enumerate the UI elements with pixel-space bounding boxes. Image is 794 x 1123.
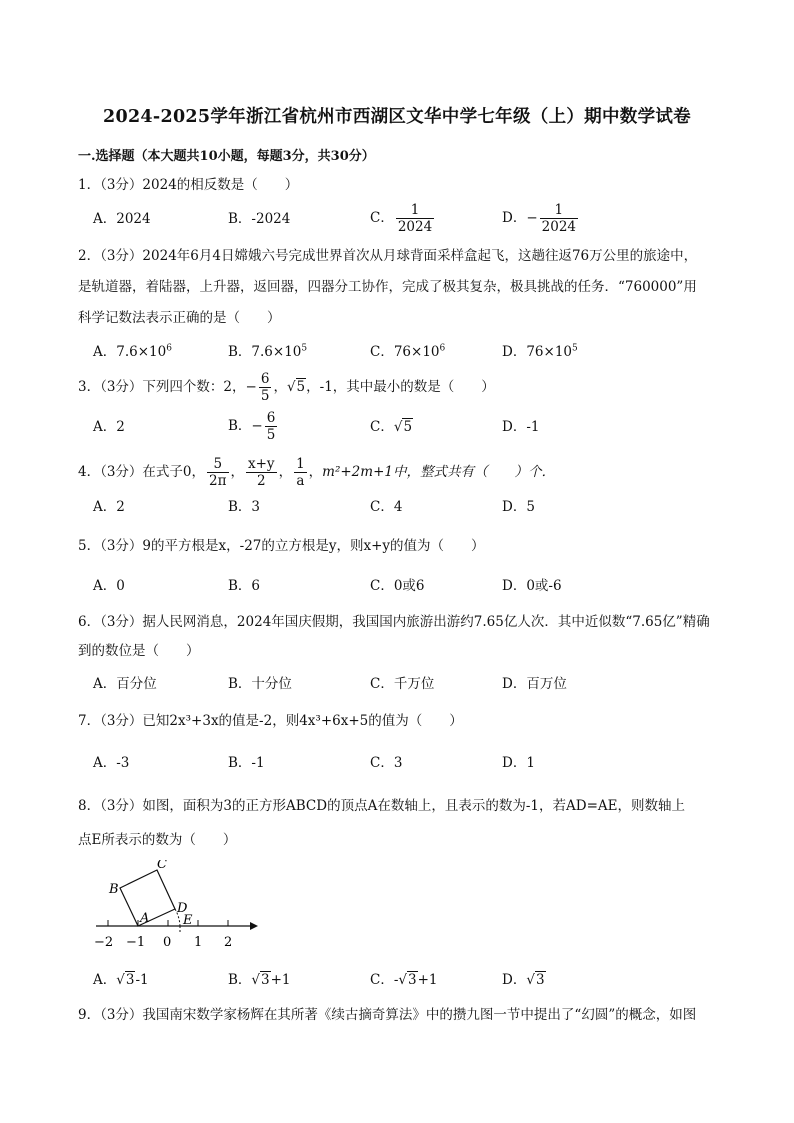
- q5-option-b: B．6: [228, 578, 261, 594]
- label-e: E: [183, 913, 193, 928]
- question-3-stem: 3．（3分）下列四个数：2，− $\frac{6}{5}$ ，√5，-1，其中最小的数是（ ）: [78, 371, 495, 404]
- tick-label-neg2: −2: [94, 935, 114, 950]
- q1-option-b: B．-2024: [228, 211, 291, 227]
- q4-option-c: C．4: [370, 499, 403, 515]
- q3-option-c: C．√5: [370, 419, 413, 435]
- question-2-line1: 2．（3分）2024年6月4日嫦娥六号完成世界首次从月球背面采样盒起飞，这趟往返76万公里的旅途中，: [78, 248, 698, 264]
- q1-option-a: A．2024: [93, 211, 151, 227]
- q5-option-d: D．0或-6: [502, 578, 562, 594]
- q7-option-c: C．3: [370, 755, 403, 771]
- tick-label-1: 1: [194, 935, 203, 950]
- q7-option-a: A．-3: [93, 755, 130, 771]
- q3-option-b: B．− $\frac{6}{5}$: [228, 410, 276, 443]
- q6-option-a: A．百分位: [93, 676, 157, 692]
- q8-option-b: B．√3+1: [228, 972, 291, 988]
- question-1-stem: 1．（3分）2024的相反数是（ ）: [78, 177, 299, 193]
- q1-option-d: D．− $\frac{1}{2024}$: [502, 202, 576, 235]
- q4-option-a: A．2: [93, 499, 125, 515]
- q8-option-c: C．-√3+1: [370, 972, 438, 988]
- label-a: A: [140, 911, 150, 926]
- q6-option-c: C．千万位: [370, 676, 435, 692]
- tick-label-neg1: −1: [126, 935, 146, 950]
- q2-option-b: B．$7.6\times 10^5$: [228, 343, 308, 360]
- question-7-stem: 7．（3分）已知2x³+3x的值是-2，则4x³+6x+5的值为（ ）: [78, 713, 463, 729]
- question-2-line3: 科学记数法表示正确的是（ ）: [78, 310, 281, 326]
- q8-option-d: D．√3: [502, 972, 545, 988]
- question-9-line1: 9．（3分）我国南宋数学家杨辉在其所著《续古摘奇算法》中的攒九图一节中提出了“幻圆”的概念，如图: [78, 1007, 697, 1023]
- figure-svg: [90, 860, 260, 952]
- q7-option-b: B．-1: [228, 755, 265, 771]
- q2-option-d: D．$76\times 10^5$: [502, 343, 578, 360]
- q2-option-a: A．$7.6\times 10^6$: [93, 343, 172, 360]
- label-c: C: [157, 860, 167, 872]
- q2-option-c: C．$76\times 10^6$: [370, 343, 446, 360]
- axis-arrow-icon: [250, 922, 258, 930]
- tick-label-2: 2: [224, 935, 233, 950]
- question-6-line2: 到的数位是（ ）: [78, 643, 200, 659]
- label-d: D: [177, 901, 188, 916]
- square-on-number-line-figure: [90, 860, 260, 956]
- q3-option-a: A．2: [93, 419, 125, 435]
- q7-option-d: D．1: [502, 755, 535, 771]
- question-5-stem: 5．（3分）9的平方根是x，-27的立方根是y，则x+y的值为（ ）: [78, 538, 485, 554]
- q4-option-b: B．3: [228, 499, 261, 515]
- tick-label-0: 0: [163, 935, 172, 950]
- q4-option-d: D．5: [502, 499, 535, 515]
- q5-option-c: C．0或6: [370, 578, 425, 594]
- label-b: B: [109, 882, 119, 897]
- question-6-line1: 6．（3分）据人民网消息，2024年国庆假期，我国国内旅游出游约7.65亿人次．其中近似数“7.65亿”精确: [78, 614, 710, 630]
- question-2-line2: 是轨道器，着陆器，上升器，返回器，四器分工协作，完成了极其复杂，极具挑战的任务．“760000”用: [78, 279, 697, 295]
- q6-option-d: D．百万位: [502, 676, 567, 692]
- q3-option-d: D．-1: [502, 419, 540, 435]
- question-8-line1: 8．（3分）如图，面积为3的正方形ABCD的顶点A在数轴上，且表示的数为-1，若AD=AE，则数轴上: [78, 798, 685, 814]
- page-title: 2024-2025学年浙江省杭州市西湖区文华中学七年级（上）期中数学试卷: [103, 107, 691, 127]
- q6-option-b: B．十分位: [228, 676, 292, 692]
- question-8-line2: 点E所表示的数为（ ）: [78, 832, 237, 848]
- q1-option-c: C． $\frac{1}{2024}$: [370, 202, 433, 235]
- q8-option-a: A．√3-1: [93, 972, 149, 988]
- section-heading: 一.选择题（本大题共10小题，每题3分，共30分）: [78, 149, 375, 164]
- q5-option-a: A．0: [93, 578, 125, 594]
- question-4-stem: 4．（3分）在式子0， $\frac{5}{2\pi}$ ， $\frac{x+y}{2}$ ， $\frac{1}{a}$ ，m²+2m+1中，整式共有（ ）个．: [78, 456, 555, 489]
